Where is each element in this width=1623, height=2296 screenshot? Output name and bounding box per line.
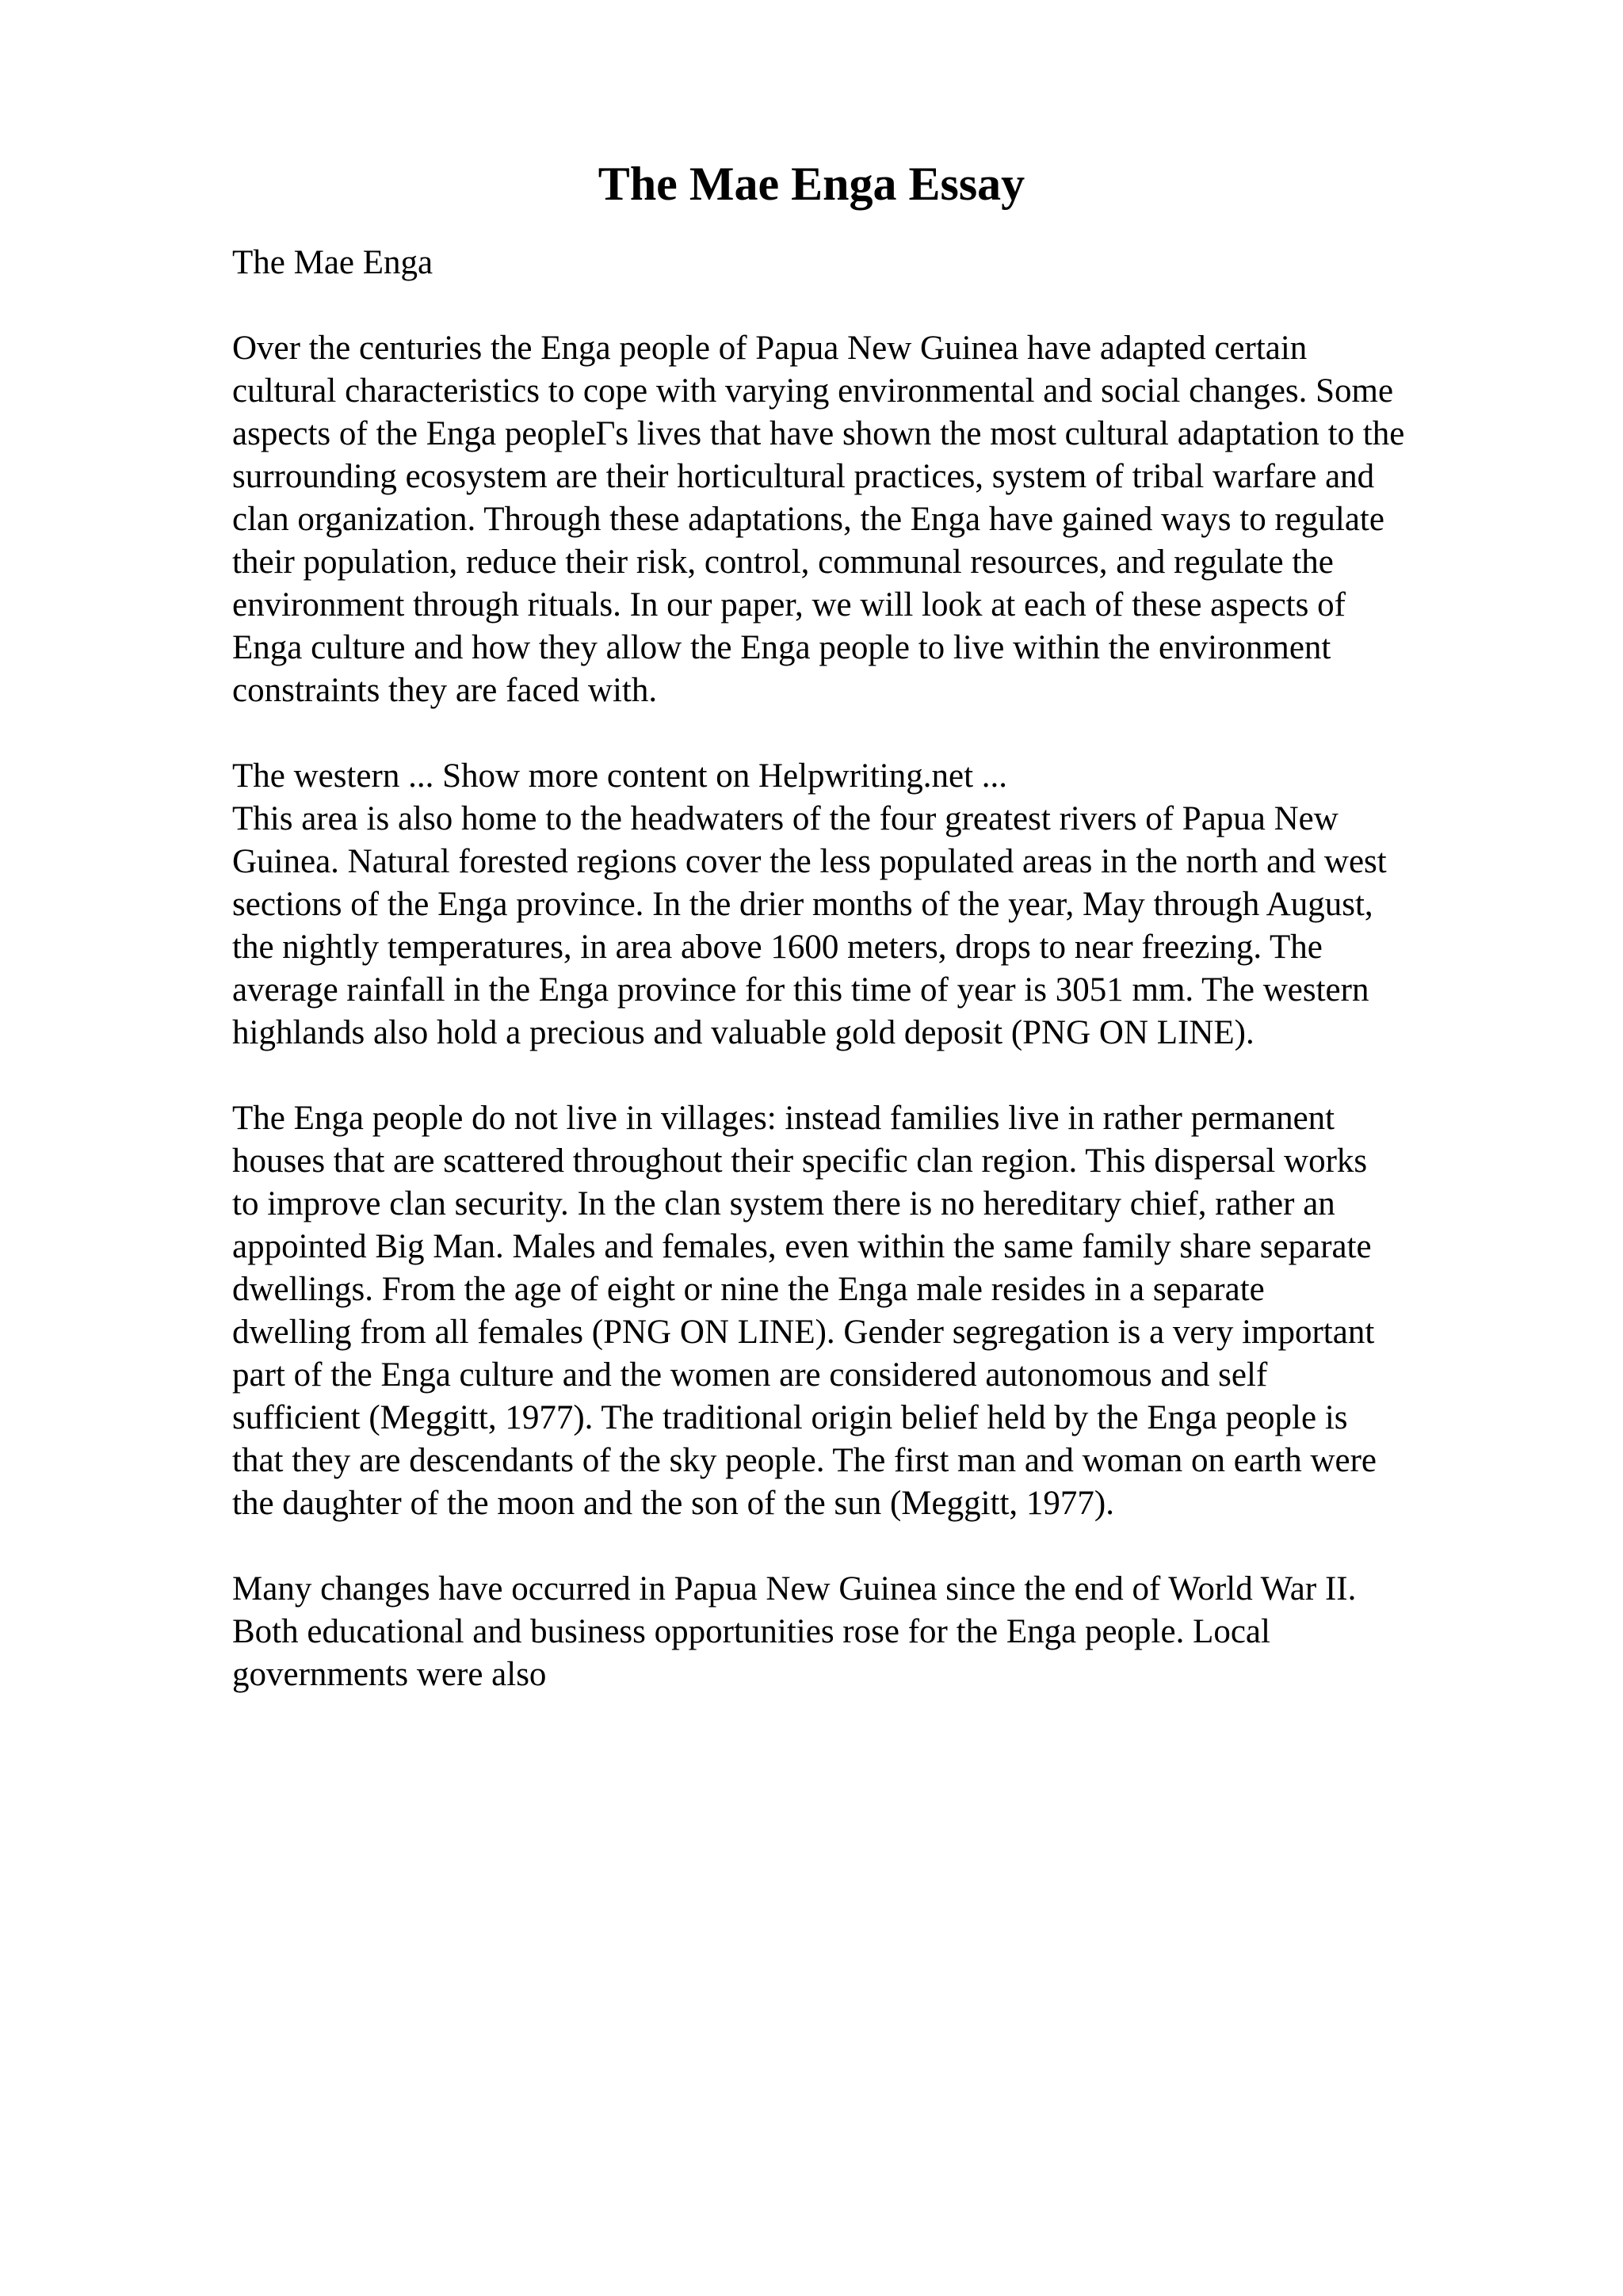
document-title: The Mae Enga Essay <box>598 158 1025 210</box>
document-subtitle: The Mae Enga <box>232 244 433 281</box>
paragraph-4: Many changes have occurred in Papua New Guinea since the end of World War II. Both educational and business opportunities rose for the Enga people. Local governments were also <box>232 1570 1357 1693</box>
paragraph-1: Over the centuries the Enga people of Papua New Guinea have adapted certain cultural characteristics to cope with varying environmental and social changes. Some aspects of the Enga peopleΓs lives that have shown the most cultural adaptation to the surrounding ecosystem are their horticultural practices, system of tribal warfare and clan organization. Through these adaptations, the Enga have gained ways to regulate their population, reduce their risk, control, communal resources, and regulate the environment through rituals. In our paper, we will look at each of these aspects of Enga culture and how they allow the Enga people to live within the environment constraints they are faced with. <box>232 330 1405 709</box>
document-body <box>232 242 1532 1696</box>
paragraph-2: The western ... Show more content on Helpwriting.net ... This area is also home to the headwaters of the four greatest rivers of Papua New Guinea. Natural forested regions cover the less populated areas in the north and west sections of the Enga province. In the drier months of the year, May through August, the nightly temperatures, in area above 1600 meters, drops to near freezing. The average rainfall in the Enga province for this time of year is 3051 mm. The western highlands also hold a precious and valuable gold deposit (PNG ON LINE). <box>232 757 1387 1051</box>
paragraph-3: The Enga people do not live in villages: instead families live in rather permanent houses that are scattered throughout their specific clan region. This dispersal works to improve clan security. In the clan system there is no hereditary chief, rather an appointed Big Man. Males and females, even within the same family share separate dwellings. From the age of eight or nine the Enga male resides in a separate dwelling from all females (PNG ON LINE). Gender segregation is a very important part of the Enga culture and the women are considered autonomous and self sufficient (Meggitt, 1977). The traditional origin belief held by the Enga people is that they are descendants of the sky people. The first man and woman on earth were the daughter of the moon and the son of the sun (Meggitt, 1977). <box>232 1100 1377 1522</box>
